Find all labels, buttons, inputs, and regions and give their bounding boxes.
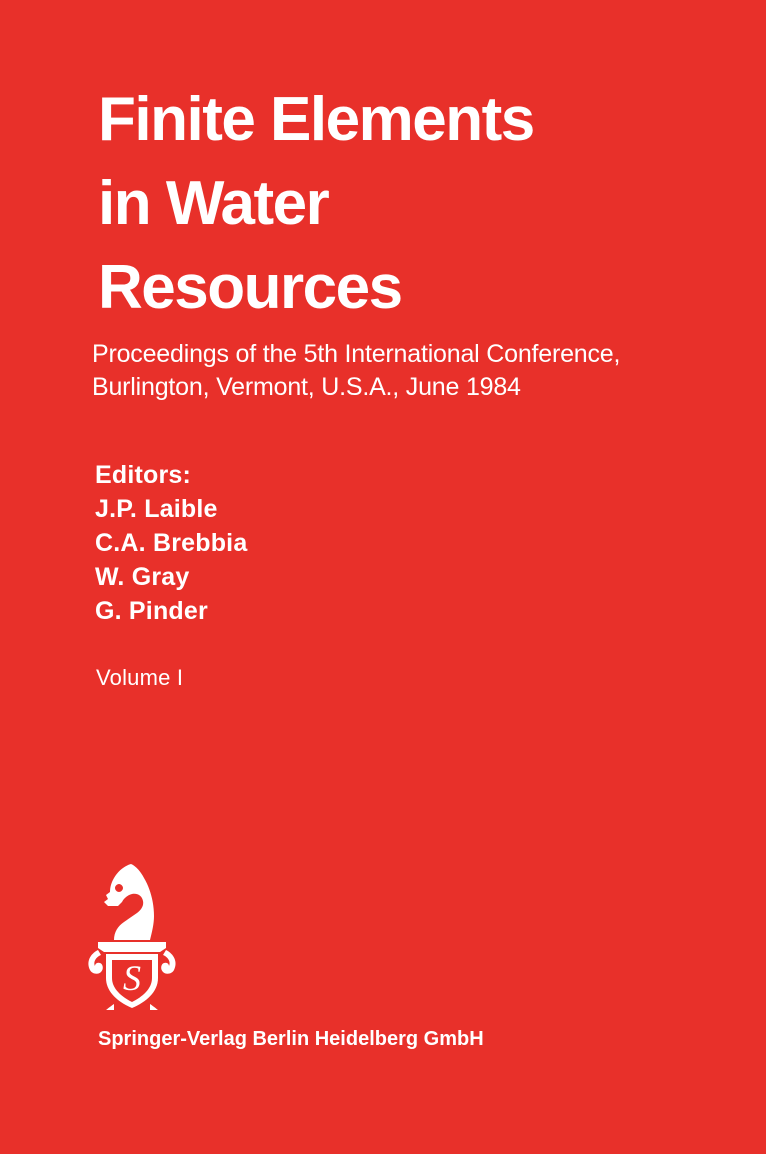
- title-line-3: Resources: [98, 253, 402, 322]
- logo-letter: S: [123, 958, 141, 998]
- springer-knight-chess-logo: [84, 862, 180, 1010]
- editor-name-3: W. Gray: [95, 563, 190, 591]
- volume-label: Volume I: [96, 665, 184, 690]
- publisher-name: Springer-Verlag Berlin Heidelberg GmbH: [98, 1028, 484, 1050]
- subtitle-line-1: Proceedings of the 5th International Conference,: [92, 340, 621, 368]
- book-subtitle: [92, 338, 732, 404]
- subtitle-line-2: Burlington, Vermont, U.S.A., June 1984: [92, 373, 521, 401]
- editor-name-4: G. Pinder: [95, 597, 208, 625]
- book-title: [98, 78, 718, 330]
- editors-heading: Editors:: [95, 461, 192, 489]
- editor-name-2: C.A. Brebbia: [95, 529, 248, 557]
- title-line-1: Finite Elements: [98, 85, 534, 154]
- editor-name-1: J.P. Laible: [95, 495, 218, 523]
- editors-section: [95, 458, 595, 628]
- title-line-2: in Water: [98, 169, 329, 238]
